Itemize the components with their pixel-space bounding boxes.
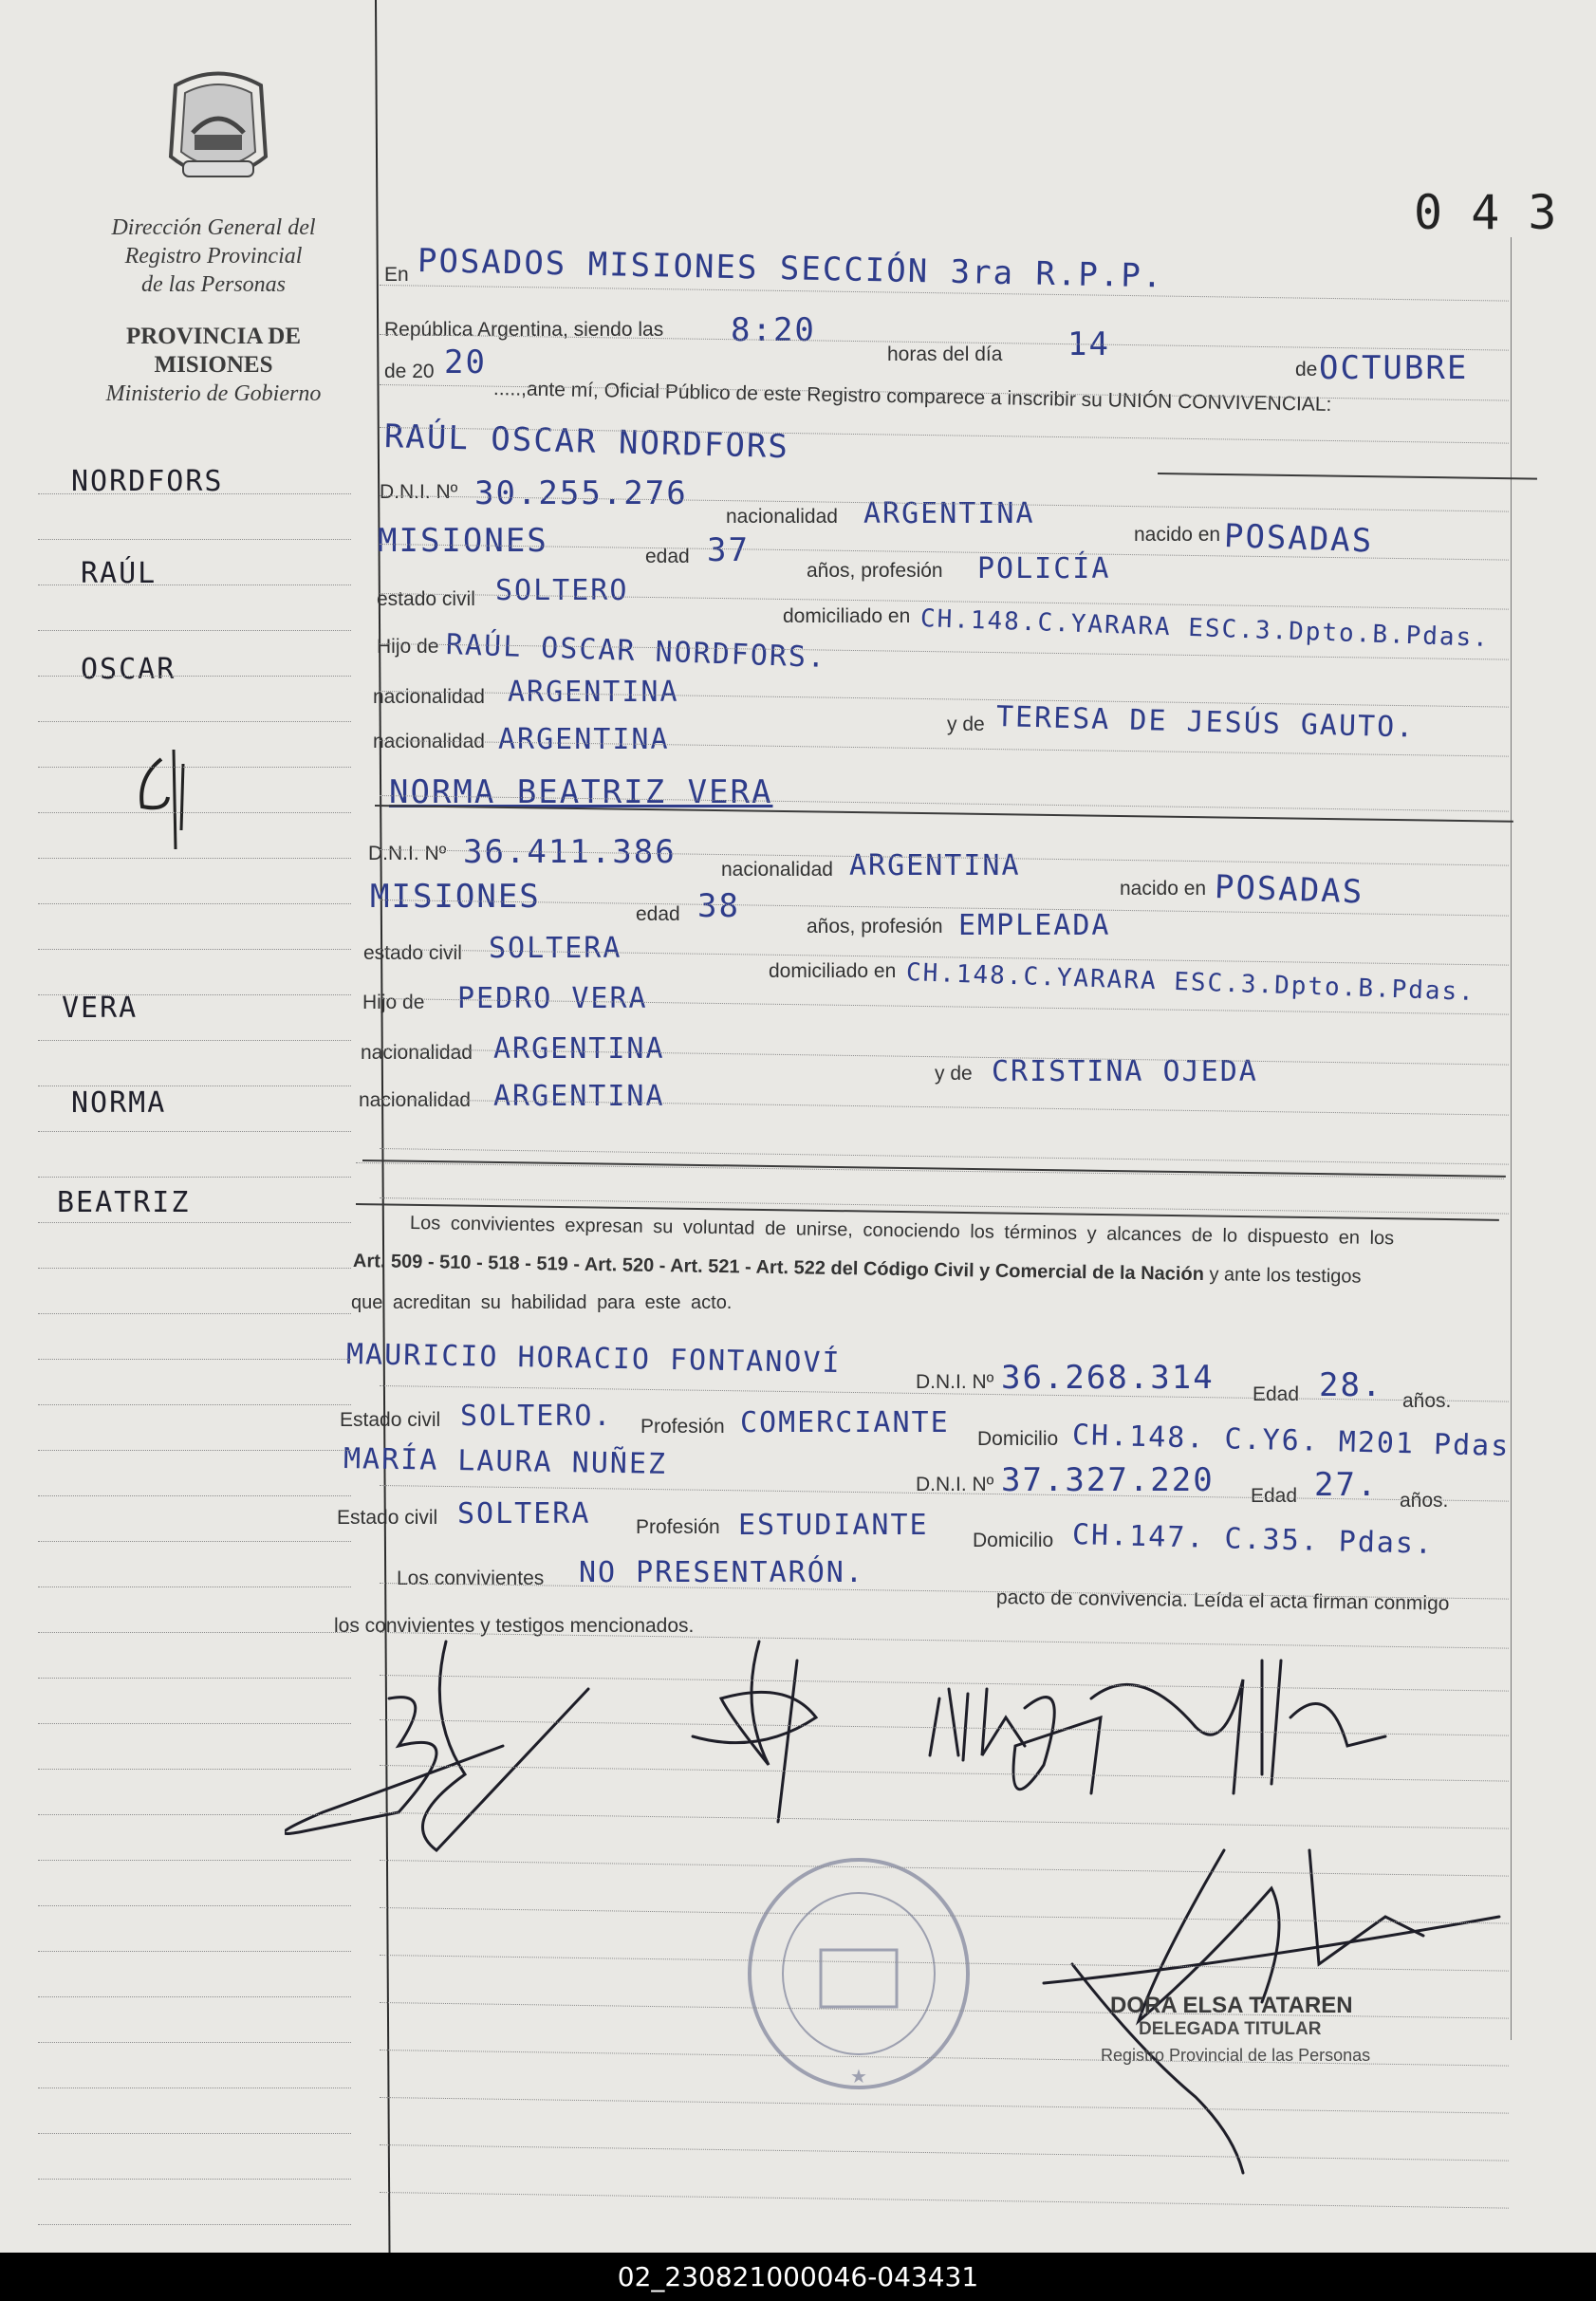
ruled-line <box>38 949 351 950</box>
profesion-label: años, profesión <box>807 560 943 582</box>
place-value: POSADOS MISIONES SECCIÓN 3ra R.P.P. <box>417 242 1164 296</box>
ruled-line <box>38 1313 351 1314</box>
declaration-articles: Art. 509 - 510 - 518 - 519 - Art. 520 - Art. 521 - Art. 522 del Código Civil y Comercial de la Nación <box>352 1251 1205 1286</box>
dni-label-3: D.N.I. Nº <box>916 1371 994 1393</box>
hijo-label-2: Hijo de <box>362 992 425 1013</box>
ruled-line <box>38 2224 351 2225</box>
ruled-line <box>38 539 351 540</box>
ruled-line <box>38 1450 351 1451</box>
domicilio-label: domiciliado en <box>783 605 911 627</box>
witness2-dni: 37.327.220 <box>1001 1461 1215 1499</box>
closing-value: NO PRESENTARÓN. <box>579 1556 864 1589</box>
witness2-name: MARÍA LAURA NUÑEZ <box>343 1442 668 1481</box>
ruled-line <box>38 1723 351 1724</box>
intro-rest: .....,ante mí, Oficial Público de este Registro comparece a inscribir su UNIÓN CONVIVENCIAL: <box>492 378 1332 416</box>
margin-surname-2: VERA <box>62 992 139 1025</box>
svg-text:★: ★ <box>850 2065 867 2088</box>
nacionalidad-label: nacionalidad <box>726 506 838 528</box>
partner1-father: RAÚL OSCAR NORDFORS. <box>445 628 827 675</box>
edad-label-2: edad <box>636 903 680 925</box>
agency-line: de las Personas <box>141 272 286 297</box>
nacido-label: nacido en <box>1134 524 1221 546</box>
witness2-profession: ESTUDIANTE <box>738 1509 929 1542</box>
day-value: 14 <box>1067 325 1110 363</box>
witness2-address: CH.147. C.35. Pdas. <box>1071 1518 1435 1561</box>
dni-label: D.N.I. Nº <box>380 481 458 503</box>
declaration-line-3: que acreditan su habilidad para este acto. <box>351 1292 733 1313</box>
delegate-name: DORA ELSA TATAREN <box>1110 1993 1353 2018</box>
agency-name <box>90 213 337 299</box>
ruled-line <box>38 1860 351 1861</box>
ruled-line <box>38 858 351 859</box>
ruled-line <box>38 1359 351 1360</box>
edad-label-4: Edad <box>1251 1485 1298 1507</box>
ruled-line <box>38 721 351 722</box>
agency-line: Registro Provincial <box>124 244 303 269</box>
agency-line: Dirección General del <box>111 215 316 240</box>
partner2-age: 38 <box>697 887 740 925</box>
estado-civil-label-4: Estado civil <box>337 1507 438 1529</box>
month-value: OCTUBRE <box>1319 349 1469 387</box>
ruled-line <box>38 1268 351 1269</box>
anos-label: años. <box>1402 1390 1452 1412</box>
ministry-name: Ministerio de Gobierno <box>105 381 322 406</box>
ruled-line <box>38 2042 351 2043</box>
partner2-name: NORMA BEATRIZ VERA <box>389 773 773 811</box>
witness1-civil: SOLTERO. <box>460 1400 613 1433</box>
edad-label-3: Edad <box>1253 1383 1300 1405</box>
y-de-label: y de <box>947 714 985 735</box>
closing-rest: pacto de convivencia. Leída el acta firman conmigo <box>995 1587 1450 1615</box>
witness2-civil: SOLTERA <box>457 1497 591 1531</box>
delegate-role: DELEGADA TITULAR <box>1139 2019 1322 2039</box>
ruled-line <box>38 1040 351 1041</box>
ruled-line <box>38 1951 351 1952</box>
ruled-line <box>38 2133 351 2134</box>
profesion-label-2: años, profesión <box>807 916 943 937</box>
ruled-line <box>38 903 351 904</box>
partner1-age: 37 <box>707 531 750 569</box>
witness1-address: CH.148. C.Y6. M201 Pdas <box>1071 1419 1511 1464</box>
domicilio-label-3: Domicilio <box>977 1428 1059 1450</box>
partner2-dni: 36.411.386 <box>463 833 677 871</box>
partner2-profession: EMPLEADA <box>958 909 1111 942</box>
margin-initial-mark <box>119 740 204 863</box>
ruled-line <box>356 1162 1504 1179</box>
nacionalidad-label-5: nacionalidad <box>361 1042 473 1064</box>
witness1-profession: COMERCIANTE <box>740 1406 950 1439</box>
estado-civil-label: estado civil <box>377 588 475 610</box>
ruled-line <box>38 1495 351 1496</box>
ruled-line <box>38 1814 351 1815</box>
closing-prefix: Los convivientes <box>397 1568 545 1589</box>
partner2-mother: CRISTINA OJEDA <box>992 1055 1258 1088</box>
ruled-line <box>38 812 351 813</box>
horas-label: horas del día <box>887 343 1003 365</box>
ruled-line <box>38 630 351 631</box>
partner1-civil: SOLTERO <box>495 574 629 607</box>
partner2-address: CH.148.C.YARARA ESC.3.Dpto.B.Pdas. <box>905 958 1476 1007</box>
domicilio-label-4: Domicilio <box>973 1530 1054 1551</box>
partner1-address: CH.148.C.YARARA ESC.3.Dpto.B.Pdas. <box>919 604 1491 653</box>
dni-label-2: D.N.I. Nº <box>368 843 447 864</box>
partner1-birthplace: POSADAS <box>1223 517 1374 561</box>
declaration-line-1: Los convivientes expresan su voluntad de unirse, conociendo los términos y alcances de lo dispuesto en los <box>409 1213 1395 1250</box>
delegate-office: Registro Provincial de las Personas <box>1101 2046 1371 2065</box>
partner1-name: RAÚL OSCAR NORDFORS <box>383 418 790 467</box>
scan-reference: 02_230821000046-043431 <box>0 2253 1596 2301</box>
ruled-line <box>38 1404 351 1405</box>
margin-name-4: BEATRIZ <box>57 1186 191 1219</box>
ruled-line <box>38 994 351 995</box>
ruled-line <box>38 1678 351 1679</box>
witness1-age: 28. <box>1319 1366 1383 1404</box>
ruled-line <box>38 493 351 494</box>
province-line: PROVINCIA DE <box>125 324 302 349</box>
partner1-mother-nationality: ARGENTINA <box>498 723 670 756</box>
partner1-mother: TERESA DE JESÚS GAUTO. <box>995 700 1416 745</box>
estado-civil-label-2: estado civil <box>363 942 462 964</box>
nacionalidad-label-4: nacionalidad <box>721 859 833 881</box>
anos-label-2: años. <box>1400 1490 1449 1512</box>
edad-label: edad <box>645 546 690 567</box>
ruled-line <box>380 2192 1509 2209</box>
hijo-label: Hijo de <box>377 636 439 658</box>
ruled-line <box>1158 473 1537 480</box>
ruled-line <box>38 1905 351 1906</box>
partner2-civil: SOLTERA <box>489 932 622 965</box>
partner2-father: PEDRO VERA <box>457 982 648 1015</box>
ruled-line <box>38 1177 351 1178</box>
ruled-line <box>375 805 1513 823</box>
declaration-line-2 <box>353 1251 1362 1289</box>
partner2-nationality: ARGENTINA <box>849 849 1021 882</box>
witness1-dni: 36.268.314 <box>1001 1359 1215 1397</box>
time-value: 8:20 <box>731 311 816 349</box>
ruled-line <box>38 676 351 677</box>
province-seal-icon <box>157 66 280 199</box>
republica-label: República Argentina, siendo las <box>384 319 664 341</box>
en-label: En <box>384 264 409 286</box>
nacionalidad-label-6: nacionalidad <box>359 1089 471 1111</box>
partner2-birthplace-2: MISIONES <box>370 878 541 916</box>
partner1-profession: POLICÍA <box>977 552 1111 585</box>
ruled-line <box>38 2179 351 2180</box>
ruled-line <box>38 1222 351 1223</box>
de-label: de <box>1295 359 1318 380</box>
witness2-age: 27. <box>1314 1466 1379 1504</box>
ruled-line <box>38 1632 351 1633</box>
nacido-label-2: nacido en <box>1120 878 1207 900</box>
profesion-label-4: Profesión <box>636 1516 720 1538</box>
year-value: 20 <box>444 343 487 381</box>
ruled-line <box>38 1769 351 1770</box>
profesion-label-3: Profesión <box>640 1416 725 1438</box>
witness1-name: MAURICIO HORACIO FONTANOVÍ <box>345 1338 842 1381</box>
partner1-father-nationality: ARGENTINA <box>508 676 679 709</box>
partner1-dni: 30.255.276 <box>474 474 688 512</box>
closing-line-2: los convivientes y testigos mencionados. <box>334 1615 695 1637</box>
margin-name-2: OSCAR <box>81 653 176 686</box>
ruled-line <box>38 767 351 768</box>
de20-label: de 20 <box>384 361 435 382</box>
declaration-line-2-rest: y ante los testigos <box>1203 1264 1362 1288</box>
partner1-nationality: ARGENTINA <box>863 497 1035 530</box>
dni-label-4: D.N.I. Nº <box>916 1474 994 1495</box>
act-number: 0 4 3 <box>1414 185 1557 240</box>
ruled-line <box>38 1131 351 1132</box>
domicilio-label-2: domiciliado en <box>769 960 897 982</box>
margin-name-1: RAÚL <box>81 557 158 590</box>
nacionalidad-label-3: nacionalidad <box>373 731 485 752</box>
ruled-line <box>38 1996 351 1997</box>
province-name <box>90 323 337 380</box>
ruled-line <box>38 1541 351 1542</box>
estado-civil-label-3: Estado civil <box>340 1409 441 1431</box>
partner2-mother-nationality: ARGENTINA <box>493 1080 665 1113</box>
partner1-birthplace-2: MISIONES <box>378 522 548 560</box>
margin-name-3: NORMA <box>71 1086 167 1120</box>
partner2-birthplace: POSADAS <box>1214 868 1364 912</box>
nacionalidad-label-2: nacionalidad <box>373 686 485 708</box>
y-de-label-2: y de <box>935 1063 973 1085</box>
province-line: MISIONES <box>154 352 273 378</box>
margin-surname-1: NORDFORS <box>71 465 224 498</box>
partner2-father-nationality: ARGENTINA <box>493 1032 665 1066</box>
